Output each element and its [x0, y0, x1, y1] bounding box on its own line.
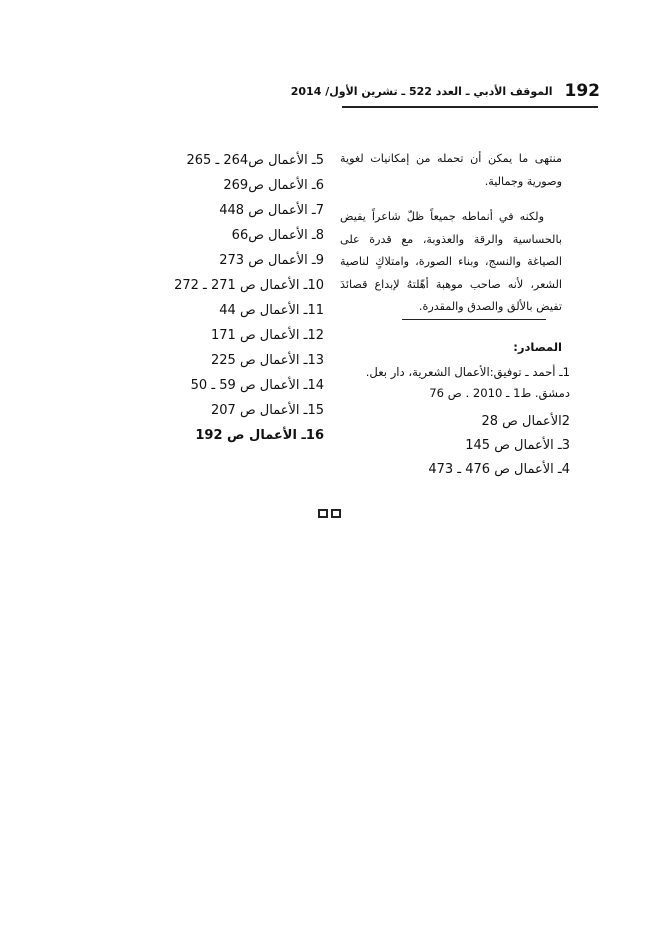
note-item-16: 16ـ الأعمال ص 192	[195, 428, 324, 443]
notes-list	[174, 148, 324, 448]
sources-list	[330, 362, 570, 482]
paragraph-1: منتهى ما يمكن أن تحمله من إمكانيات لغوية وصورية وجمالية.	[340, 152, 562, 188]
source-item-2: 2الأعمال ص 28	[481, 414, 570, 429]
note-item-12: 12ـ الأعمال ص 171	[210, 328, 324, 343]
note-item-9: 9ـ الأعمال ص 273	[219, 253, 324, 268]
source-item-1: 1ـ أحمد ـ توفيق:الأعمال الشعرية، دار بعل. دمشق. ط1 ـ 2010 . ص 76	[365, 365, 570, 400]
note-item-8: 8ـ الأعمال ص66	[231, 228, 324, 243]
note-item-6: 6ـ الأعمال ص269	[223, 178, 324, 193]
note-item-5: 5ـ الأعمال ص264 ـ 265	[186, 153, 324, 168]
square-icon	[318, 509, 328, 518]
source-item-4: 4ـ الأعمال ص 476 ـ 473	[428, 462, 570, 477]
separator-rule	[402, 319, 546, 320]
note-item-7: 7ـ الأعمال ص 448	[219, 203, 324, 218]
square-icon	[331, 509, 341, 518]
end-of-article-mark	[318, 509, 344, 521]
header-rule	[342, 106, 598, 108]
note-item-11: 11ـ الأعمال ص 44	[219, 303, 324, 318]
note-item-14: 14ـ الأعمال ص 59 ـ 50	[190, 378, 324, 393]
body-text-column	[340, 148, 562, 319]
paragraph-2: ولكنه في أنماطه جميعاً ظلّ شاعراً يفيض بالحساسية والرقة والعذوبة، مع قدرة على الصياغة والنسج، وبناء الصورة، وامتلاكٍ لناصية الشعر، لأنه صاحب موهبة أهّلتهُ لإبداع قصائدَ تفيض بالألق والصدق والمقدرة.	[340, 210, 562, 313]
note-item-15: 15ـ الأعمال ص 207	[210, 403, 324, 418]
running-header	[290, 78, 600, 104]
page-number: 192	[564, 81, 600, 101]
source-item-3: 3ـ الأعمال ص 145	[465, 438, 570, 453]
sources-heading: المصادر:	[513, 340, 562, 354]
note-item-10: 10ـ الأعمال ص 271 ـ 272	[174, 278, 324, 293]
note-item-13: 13ـ الأعمال ص 225	[210, 353, 324, 368]
running-title: الموقف الأدبي ـ العدد 522 ـ تشرين الأول/ 2014	[290, 84, 553, 98]
